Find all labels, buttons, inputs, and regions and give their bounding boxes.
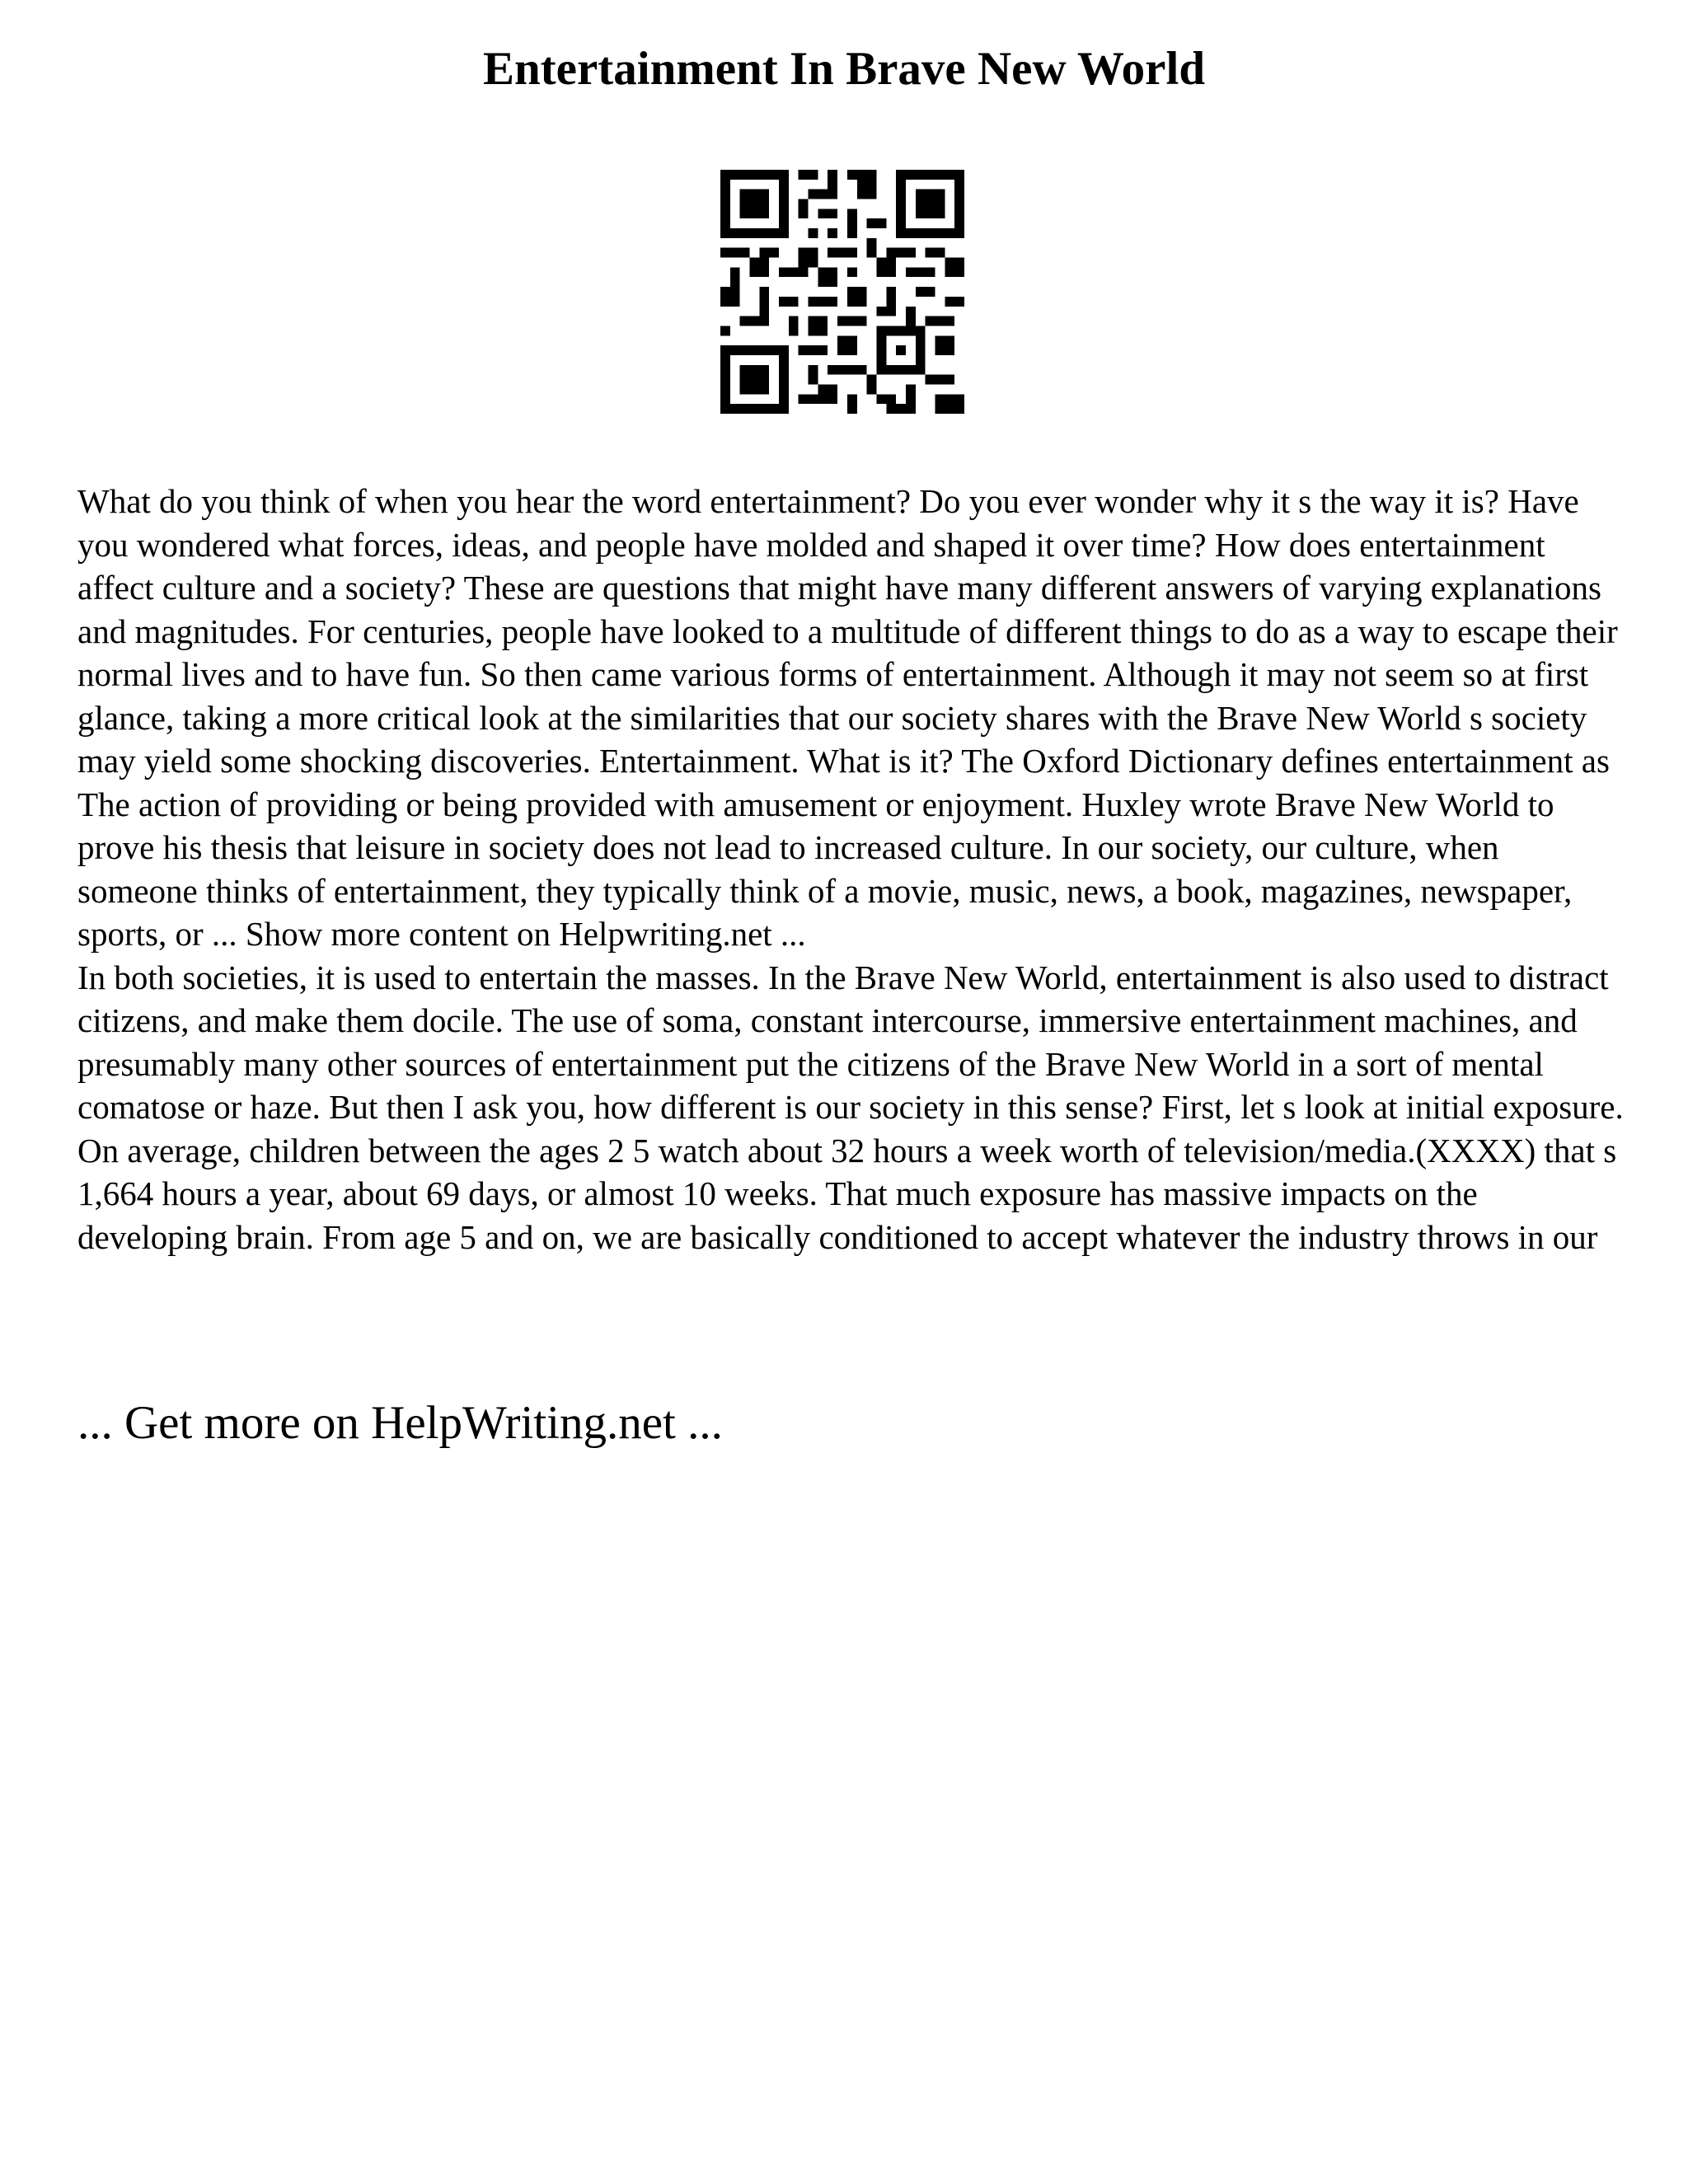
get-more-link[interactable]: ... Get more on HelpWriting.net ... [77, 1397, 723, 1449]
paragraph-2: In both societies, it is used to entertain the masses. In the Brave New World, entertainment is also used to distract citizens, and make them docile. The use of soma, constant intercourse, immersive entertainment machines, and presumably many other sources of entertainment put the citizens of the Brave New World in a sort of mental comatose or haze. But then I ask you, how different is our society in this sense? First, let s look at initial exposure. On average, children between the ages 2 5 watch about 32 hours a week worth of television/media.(XXXX) that s 1,664 hours a year, about 69 days, or almost 10 weeks. That much exposure has massive impacts on the developing brain. From age 5 and on, we are basically conditioned to accept whatever the industry throws in our [77, 958, 1624, 1256]
qr-code-graphic [720, 170, 964, 414]
page-title: Entertainment In Brave New World [482, 43, 1206, 95]
qr-code-icon [720, 170, 964, 414]
article-body [77, 480, 1627, 1258]
paragraph-1: What do you think of when you hear the word entertainment? Do you ever wonder why it s the way it is? Have you wondered what forces, ideas, and people have molded and shaped it over time? How does entertainment affect culture and a society? These are questions that might have many different answers of varying explanations and magnitudes. For centuries, people have looked to a multitude of different things to do as a way to escape their normal lives and to have fun. So then came various forms of entertainment. Although it may not seem so at first glance, taking a more critical look at the similarities that our society shares with the Brave New World s society may yield some shocking discoveries. Entertainment. What is it? The Oxford Dictionary defines entertainment as The action of providing or being provided with amusement or enjoyment. Huxley wrote Brave New World to prove his thesis that leisure in society does not lead to increased culture. In our society, our culture, when someone thinks of entertainment, they typically think of a movie, music, news, a book, magazines, newspaper, sports, or ... Show more content on Helpwriting.net ... [77, 482, 1618, 953]
